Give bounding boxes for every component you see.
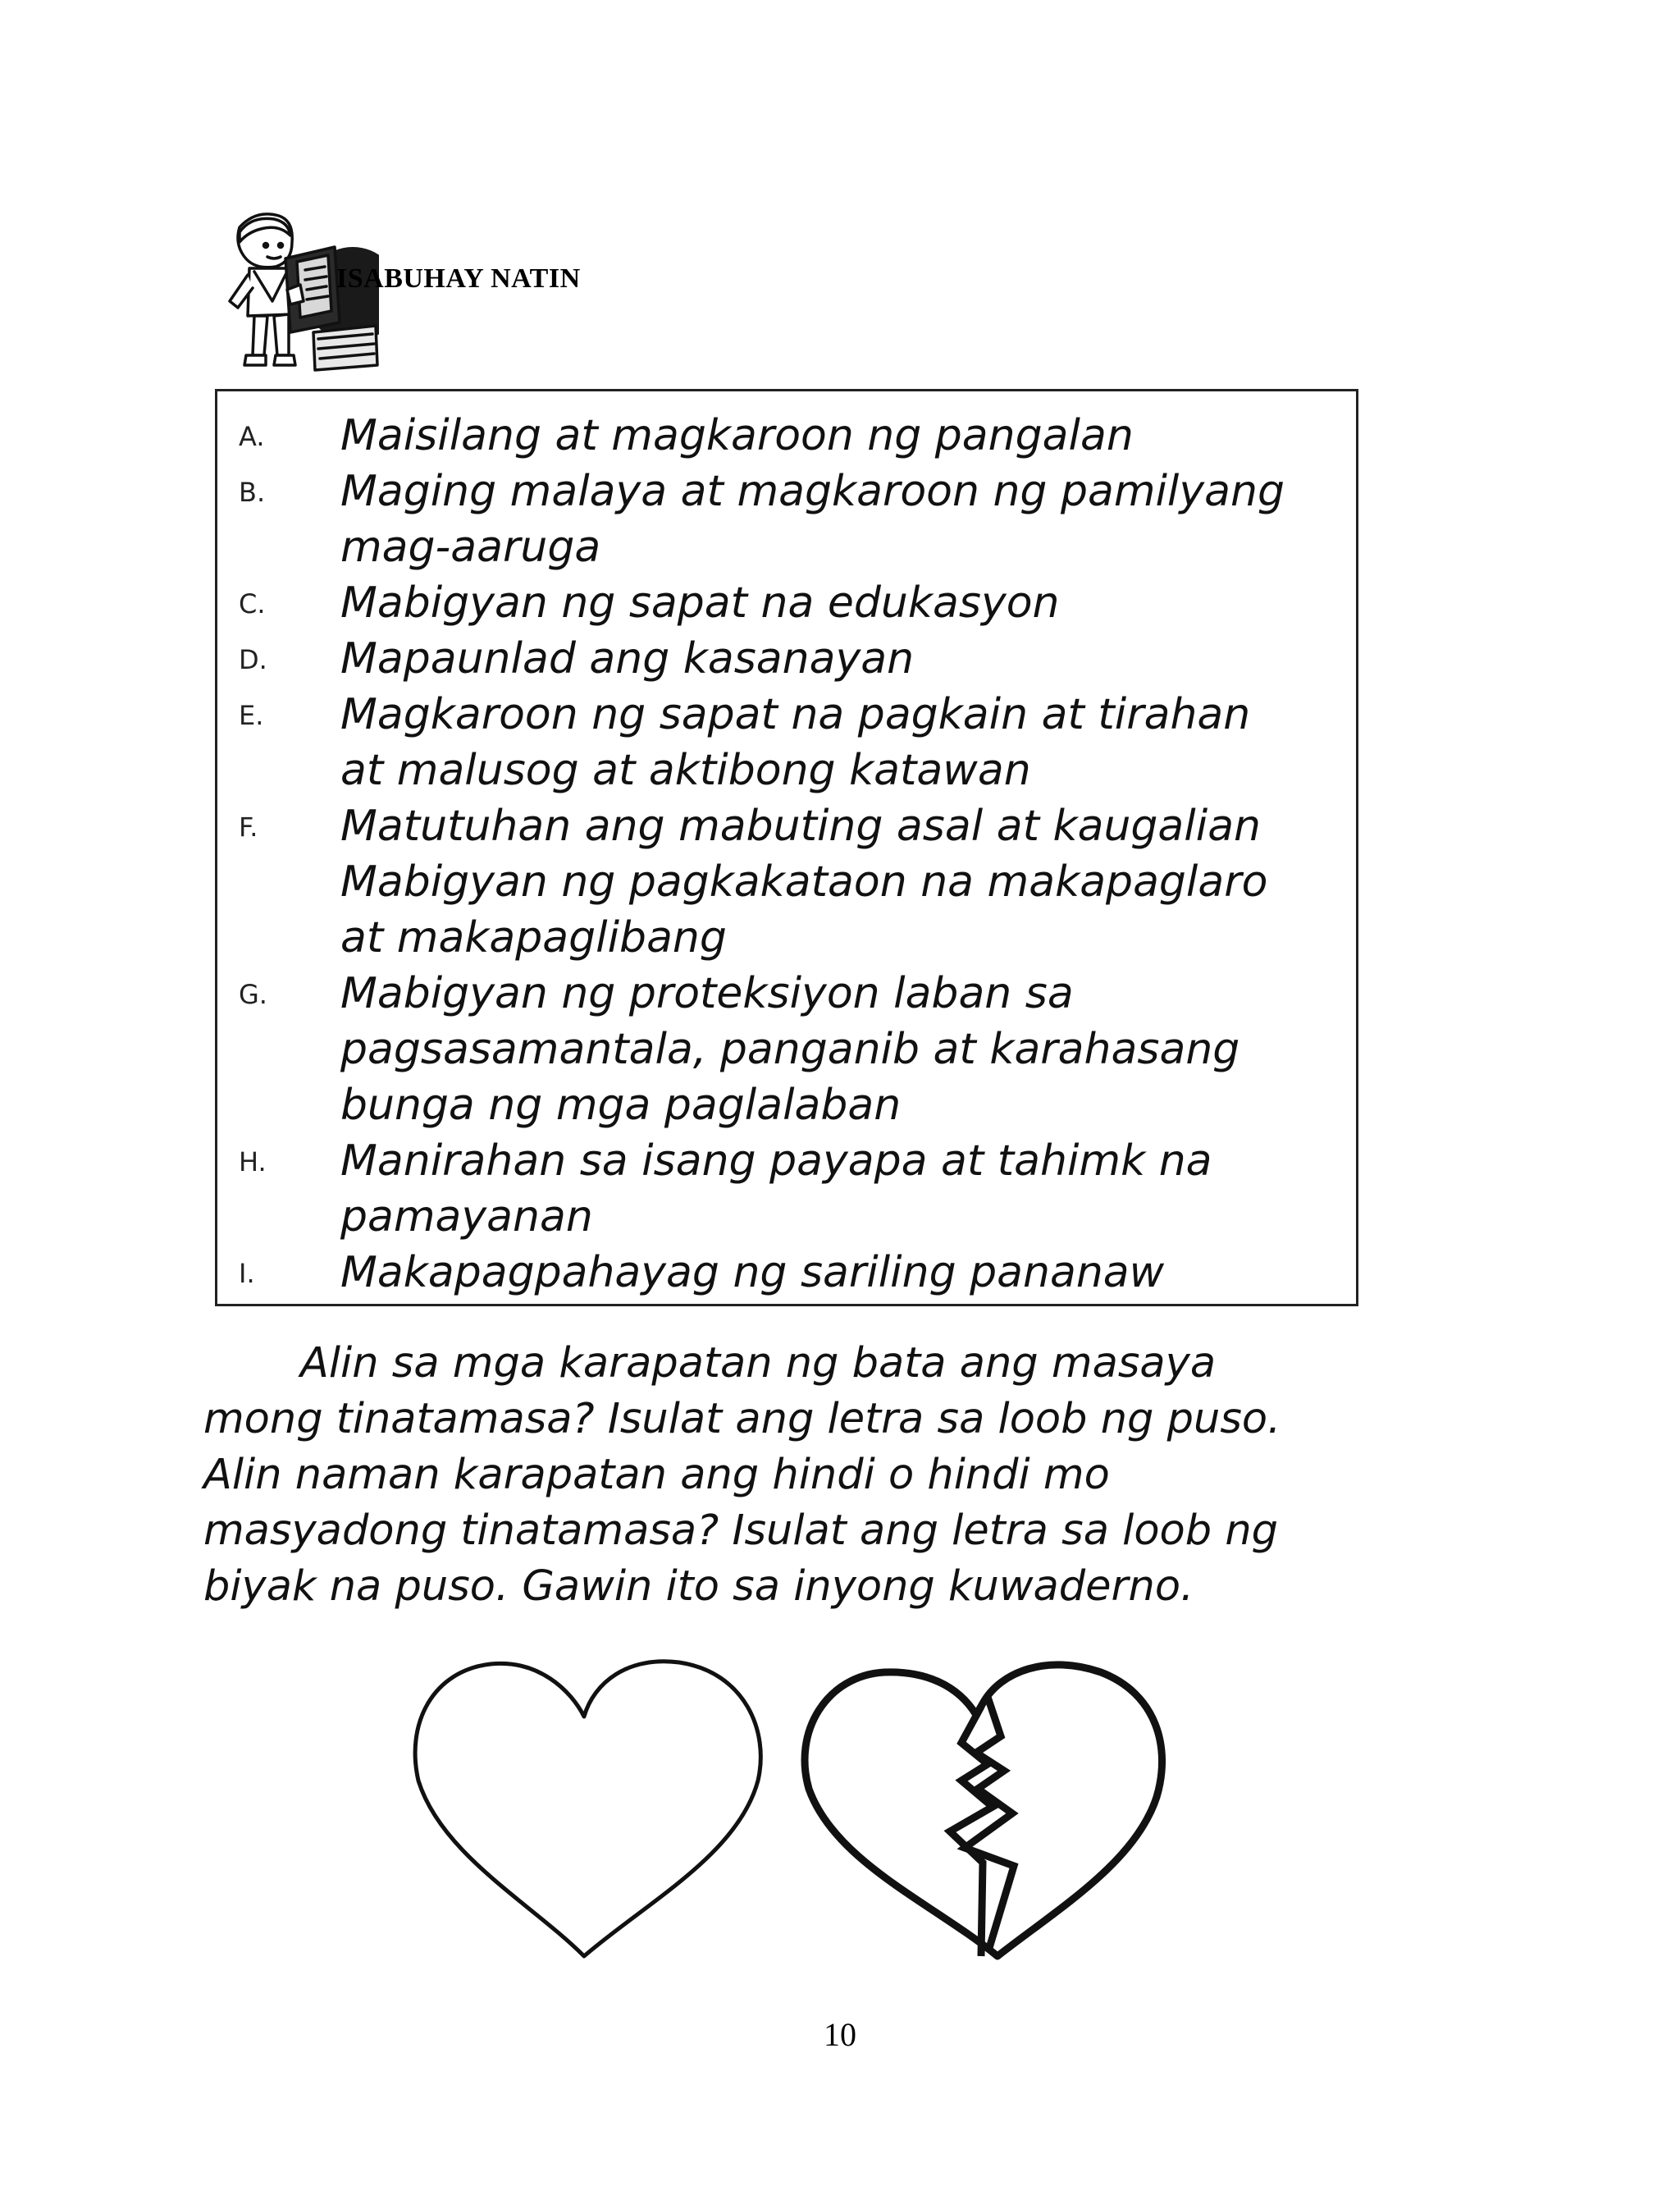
- item-letter: G.: [239, 979, 267, 1010]
- item-text: bunga ng mga paglalaban: [340, 1081, 902, 1130]
- instructions-paragraph: [203, 1336, 1368, 1615]
- list-item: [217, 687, 1356, 798]
- list-item: [217, 798, 1356, 966]
- item-text: at makapaglibang: [340, 913, 727, 962]
- list-item: [217, 1245, 1356, 1301]
- item-text: at malusog at aktibong katawan: [340, 746, 1031, 795]
- item-letter: F.: [239, 812, 258, 843]
- list-item: [217, 464, 1356, 575]
- item-letter: C.: [239, 588, 266, 620]
- item-text: Mapaunlad ang kasanayan: [340, 634, 915, 684]
- item-letter: E.: [239, 700, 264, 731]
- broken-heart-icon: [786, 1657, 1171, 1961]
- item-text: Mabigyan ng sapat na edukasyon: [340, 578, 1060, 628]
- page-number: 10: [824, 2016, 856, 2053]
- item-text: Mabigyan ng proteksiyon laban sa: [340, 969, 1074, 1018]
- item-text: Matutuhan ang mabuting asal at kaugalian: [340, 802, 1262, 851]
- rights-box: [215, 389, 1358, 1306]
- item-text: Magkaroon ng sapat na pagkain at tirahan: [340, 690, 1251, 739]
- item-text: pagsasamantala, panganib at karahasang: [340, 1025, 1240, 1074]
- instruction-line: masyadong tinatamasa? Isulat ang letra sa loob ng: [203, 1506, 1279, 1555]
- hearts-figure: [409, 1657, 1180, 1969]
- item-text: Maging malaya at magkaroon ng pamilyang: [340, 467, 1285, 516]
- rights-list: [217, 408, 1356, 1301]
- item-text: Maisilang at magkaroon ng pangalan: [340, 411, 1134, 460]
- item-letter: D.: [239, 644, 267, 675]
- instruction-line: mong tinatamasa? Isulat ang letra sa loob ng puso.: [203, 1395, 1281, 1443]
- heart-outline-icon: [409, 1657, 769, 1961]
- item-text: Makapagpahayag ng sariling pananaw: [340, 1248, 1165, 1297]
- item-letter: B.: [239, 477, 266, 508]
- item-text: Manirahan sa isang payapa at tahimk na: [340, 1136, 1212, 1186]
- item-text: pamayanan: [340, 1192, 593, 1241]
- item-letter: A.: [239, 421, 265, 452]
- list-item: [217, 1133, 1356, 1245]
- section-title: ISABUHAY NATIN: [336, 263, 581, 294]
- item-text: mag-aaruga: [340, 523, 601, 572]
- list-item: [217, 631, 1356, 687]
- item-letter: I.: [239, 1258, 255, 1289]
- list-item: [217, 575, 1356, 631]
- instruction-line: biyak na puso. Gawin ito sa inyong kuwaderno.: [203, 1562, 1194, 1611]
- item-letter: H.: [239, 1146, 267, 1177]
- list-item: [217, 966, 1356, 1133]
- section-header: [215, 209, 674, 373]
- item-text: Mabigyan ng pagkakataon na makapaglaro: [340, 857, 1268, 907]
- instruction-line: Alin sa mga karapatan ng bata ang masaya: [300, 1339, 1217, 1388]
- instruction-line: Alin naman karapatan ang hindi o hindi mo: [203, 1451, 1110, 1499]
- list-item: [217, 408, 1356, 464]
